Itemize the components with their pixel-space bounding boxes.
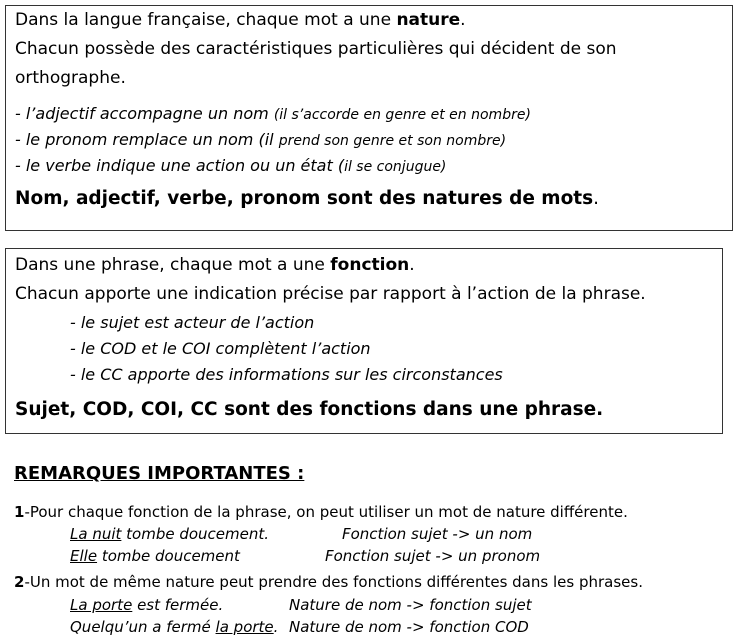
bullet-cod-coi: - le COD et le COI complètent l’action (70, 339, 371, 358)
bullet-verbe-note: il se conjugue) (344, 159, 447, 175)
remark-2-example-1-rest: est fermée. (132, 596, 224, 614)
remark-2-example-1 (70, 596, 223, 614)
bullet-pronom (15, 130, 506, 149)
remark-1-text: -Pour chaque fonction de la phrase, on peut utiliser un mot de nature différente. (24, 503, 628, 521)
nature-line-2: Chacun possède des caractéristiques particulières qui décident de son (15, 39, 617, 59)
fonction-intro (15, 255, 415, 275)
remark-1-example-2-rest: tombe doucement (97, 547, 240, 565)
remark-1-example-2-subject: Elle (70, 547, 98, 565)
bullet-verbe (15, 156, 446, 175)
remark-1-example-2 (70, 547, 240, 565)
remark-1-example-1-rest: tombe doucement. (121, 525, 270, 543)
remark-2-example-1-note: Nature de nom -> fonction sujet (289, 596, 532, 614)
nature-intro-text: Dans la langue française, chaque mot a une (15, 10, 397, 30)
bullet-cc: - le CC apporte des informations sur les circonstances (70, 365, 503, 384)
remark-2-example-2-pre: Quelqu’un a fermé (70, 618, 216, 636)
remarks-title: REMARQUES IMPORTANTES : (14, 463, 305, 484)
nature-conclusion-text: Nom, adjectif, verbe, pronom sont des natures de mots (15, 188, 594, 209)
bullet-pronom-note: prend son genre et son nombre) (278, 133, 507, 149)
nature-conclusion (15, 188, 599, 209)
fonction-intro-text: Dans une phrase, chaque mot a une (15, 255, 331, 275)
remark-1-number: 1 (14, 503, 25, 521)
fonction-keyword: fonction (330, 255, 410, 275)
remark-1 (14, 503, 628, 521)
remark-1-example-1 (70, 525, 269, 543)
remark-2-example-2-cod: la porte (215, 618, 274, 636)
nature-conclusion-end: . (593, 188, 600, 209)
bullet-verbe-main: - le verbe indique une action ou un état ( (15, 156, 345, 175)
bullet-adjectif-main: - l’adjectif accompagne un nom (15, 104, 274, 123)
remark-1-example-1-note: Fonction sujet -> un nom (342, 525, 533, 543)
bullet-adjectif (15, 104, 531, 123)
fonction-box (5, 248, 723, 434)
nature-intro-end: . (460, 10, 466, 30)
nature-intro (15, 10, 466, 30)
bullet-sujet: - le sujet est acteur de l’action (70, 313, 315, 332)
fonction-intro-end: . (409, 255, 415, 275)
remark-2-number: 2 (14, 573, 25, 591)
remark-1-example-1-subject: La nuit (70, 525, 122, 543)
remark-2-example-2 (70, 618, 278, 636)
remark-2-text: -Un mot de même nature peut prendre des fonctions différentes dans les phrases. (24, 573, 643, 591)
nature-keyword: nature (396, 10, 461, 30)
remark-2-example-2-end: . (273, 618, 279, 636)
bullet-pronom-main: - le pronom remplace un nom (il (15, 130, 279, 149)
nature-line-3: orthographe. (15, 68, 126, 88)
fonction-line-2: Chacun apporte une indication précise par rapport à l’action de la phrase. (15, 284, 646, 304)
nature-box (5, 5, 733, 231)
bullet-adjectif-note: (il s’accorde en genre et en nombre) (273, 107, 531, 123)
remark-2-example-2-note: Nature de nom -> fonction COD (289, 618, 529, 636)
remark-1-example-2-note: Fonction sujet -> un pronom (325, 547, 541, 565)
fonction-conclusion: Sujet, COD, COI, CC sont des fonctions dans une phrase. (15, 399, 604, 420)
remark-2 (14, 573, 643, 591)
remark-2-example-1-subject: La porte (70, 596, 133, 614)
